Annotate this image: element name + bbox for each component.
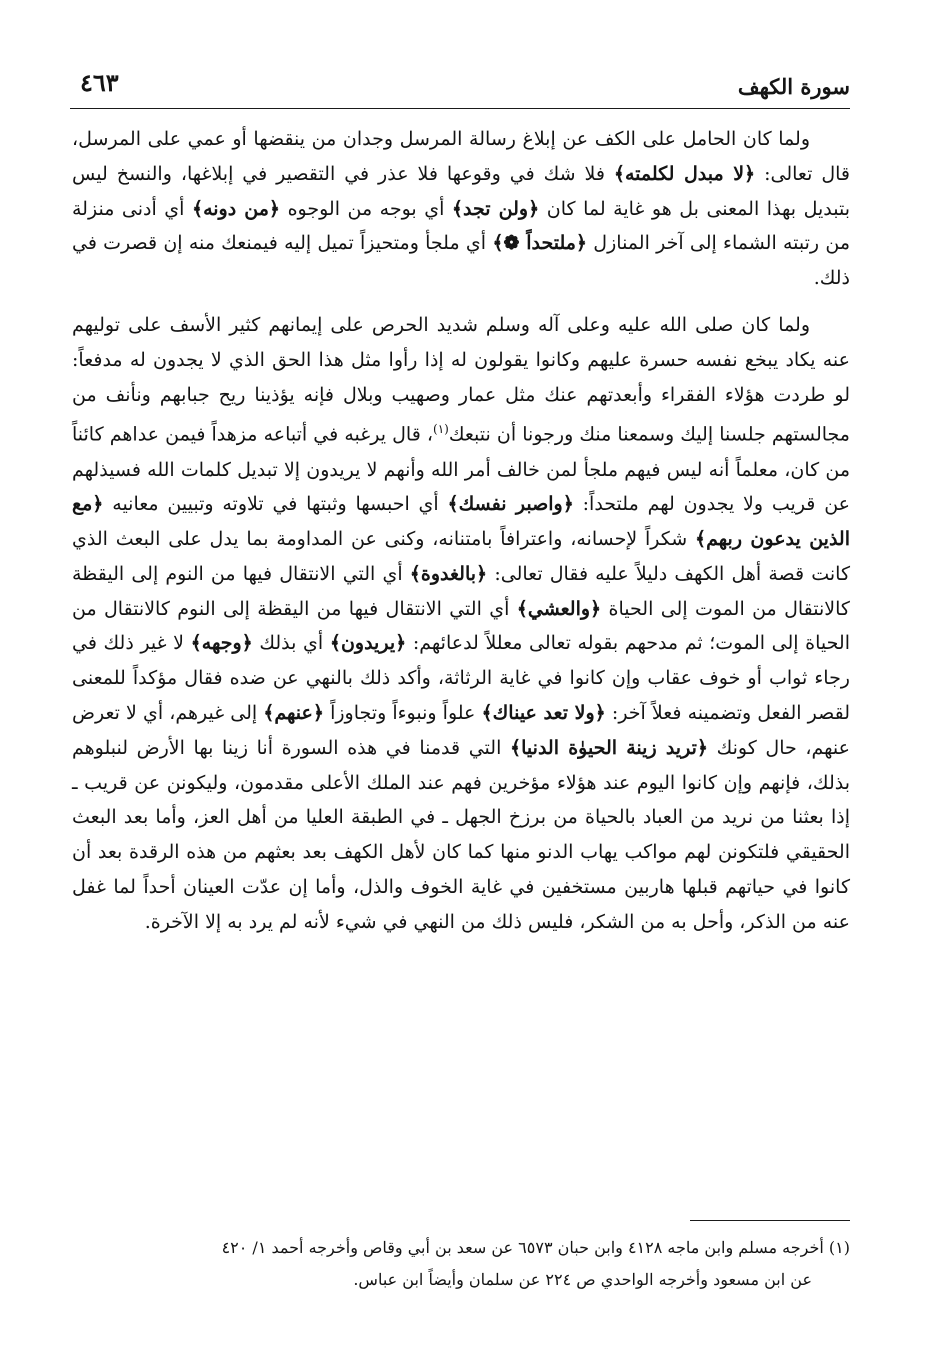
quran-quote: ﴿بالغدوة﴾ [409,562,488,585]
footnote-marker: (١) [828,1238,850,1257]
footnote-text: أخرجه مسلم وابن ماجه ٤١٢٨ وابن حبان ٦٥٧٣ عن سعد بن أبي وقاص وأخرجه أحمد ١/ ٤٢٠ [221,1238,824,1257]
text-segment: شكراً لإحسانه، واعترافاً بامتنانه، وكنى عن المداومة بما يدل على البعث الذي كانت قصة أهل الكهف دليلاً عليه فقال تعالى: [72,528,850,585]
surah-title: سورة الكهف [737,74,850,99]
text-segment: أي بذلك [252,632,330,655]
quran-quote: ﴿ملتحداً ❁﴾ [492,232,588,255]
text-segment: أي أدنى منزلة من رتبته الشماء إلى آخر المنازل [72,197,851,255]
text-segment: أي التي الانتقال فيها من النوم إلى اليقظة كالانتقال من الموت إلى الحياة [72,562,850,620]
quran-quote: ﴿واصبر نفسك﴾ [447,493,574,516]
text-segment: ، قال يرغبه في أتباعه مزهداً فيمن عداهم كائناً من كان، معلماً أنه ليس فيهم ملجأ لمن خالف أمر الله وأنهم لا يريدون إلا تبديل كلمات الله فسيذلهم عن قريب ولا يجدون لهم ملتحداً: [72,423,851,516]
text-segment: أي بوجه من الوجوه [280,197,452,220]
text-segment: أي احبسها وثبتها في تلاوته وتبيين معانيه [103,493,448,516]
footnote-line [72,1232,850,1264]
paragraph [72,308,850,940]
footnote-divider [690,1220,850,1221]
footnote-text: عن ابن مسعود وأخرجه الواحدي ص ٢٢٤ عن سلمان وأيضاً ابن عباس. [353,1270,812,1289]
quran-quote: ﴿لا مبدل لكلمته﴾ [613,162,756,185]
text-segment: لا غير ذلك في رجاء ثواب أو خوف عقاب وإن كانوا في غاية الرثاثة، وأكد ذلك بالنهي عن ضده فقال مؤكداً للمعنى لقصر الفعل وتضمينه فعلاً آخر: [72,632,850,725]
quran-quote: ﴿ولن تجد﴾ [451,197,540,220]
text-segment: التي قدمنا في هذه السورة أنا زينا بها الأرض لنبلوهم بذلك، فإنهم وإن كانوا اليوم عند هؤلاء مؤخرين فهم عند الملك الأعلى مقدمون، وليكونن عن قريب ـ إذا بعثنا من نريد من العباد بالحياة من برزخ الجهل ـ في الطبقة العليا من أهل العز، وأما بعد البعث الحقيقي فلتكونن لهم مواكب يهاب الدنو منها كما كان لأهل الكهف بعد بعثهم من هذه الرقدة بعد أن كانوا في حياتهم قبلها هاربين مستخفين في غاية الخوف والذل، وأما إن عدّت العينان أحداً لما غفل عنه من الذكر، وأحل به من الشكر، فليس ذلك من النهي في شيء لأنه لم يرد به إلا الآخرة. [72,736,850,933]
text-segment: أي التي الانتقال فيها من اليقظة إلى النوم كالانتقال من الحياة إلى الموت؛ ثم مدحهم بقوله تعالى معللاً لدعائهم: [72,597,850,655]
text-segment: أي ملجأ ومتحيزاً تميل إليه فيمنعك منه إن قصرت في ذلك. [72,232,850,290]
quran-quote: ﴿مع الذين يدعون ربهم﴾ [72,493,851,551]
page-header [70,64,850,109]
footnotes [72,1232,850,1296]
quran-quote: ﴿وجهه﴾ [190,632,253,655]
footnote-ref[interactable]: (١) [433,422,449,437]
page-number: ٤٦٣ [80,68,119,97]
text-segment: علواً ونبوءاً وتجاوزاً [324,702,482,725]
quran-quote: ﴿عنهم﴾ [263,702,324,725]
quran-quote: ﴿من دونه﴾ [191,197,281,220]
quran-quote: ﴿والعشي﴾ [516,597,602,620]
paragraph [72,122,850,296]
main-text [72,122,850,940]
quran-quote: ﴿تريد زينة الحيوٰة الدنيا﴾ [510,736,708,759]
quran-quote: ﴿يريدون﴾ [329,632,407,655]
quran-quote: ﴿ولا تعد عيناك﴾ [481,702,606,725]
text-segment: ولما كان صلى الله عليه وعلى آله وسلم شديد الحرص على إيمانهم كثير الأسف على توليهم عنه يكاد يبخع نفسه حسرة عليهم وكانوا يقولون له إذا رأوا مثل هذا الحق الذي لا يجدون له مدفعاً: لو طردت هؤلاء الفقراء وأبعدتهم عنك مثل عمار وصهيب وبلال فإنه يؤذينا ريح جبابهم ونأنف من مجالستهم جلسنا إليك وسمعنا منك ورجونا أن نتبعك [72,313,850,446]
text-segment: فلا شك في وقوعها فلا عذر في التقصير في إبلاغها، والنسخ ليس بتبديل بهذا المعنى بل هو غاية لما كان [72,162,850,220]
text-segment: ولما كان الحامل على الكف عن إبلاغ رسالة المرسل وجدان من ينقضها أو عمي على المرسل، قال تعالى: [72,128,851,185]
text-segment: إلى غيرهم، أي لا تعرض عنهم، حال كونك [72,702,850,759]
footnote-line [72,1264,850,1296]
